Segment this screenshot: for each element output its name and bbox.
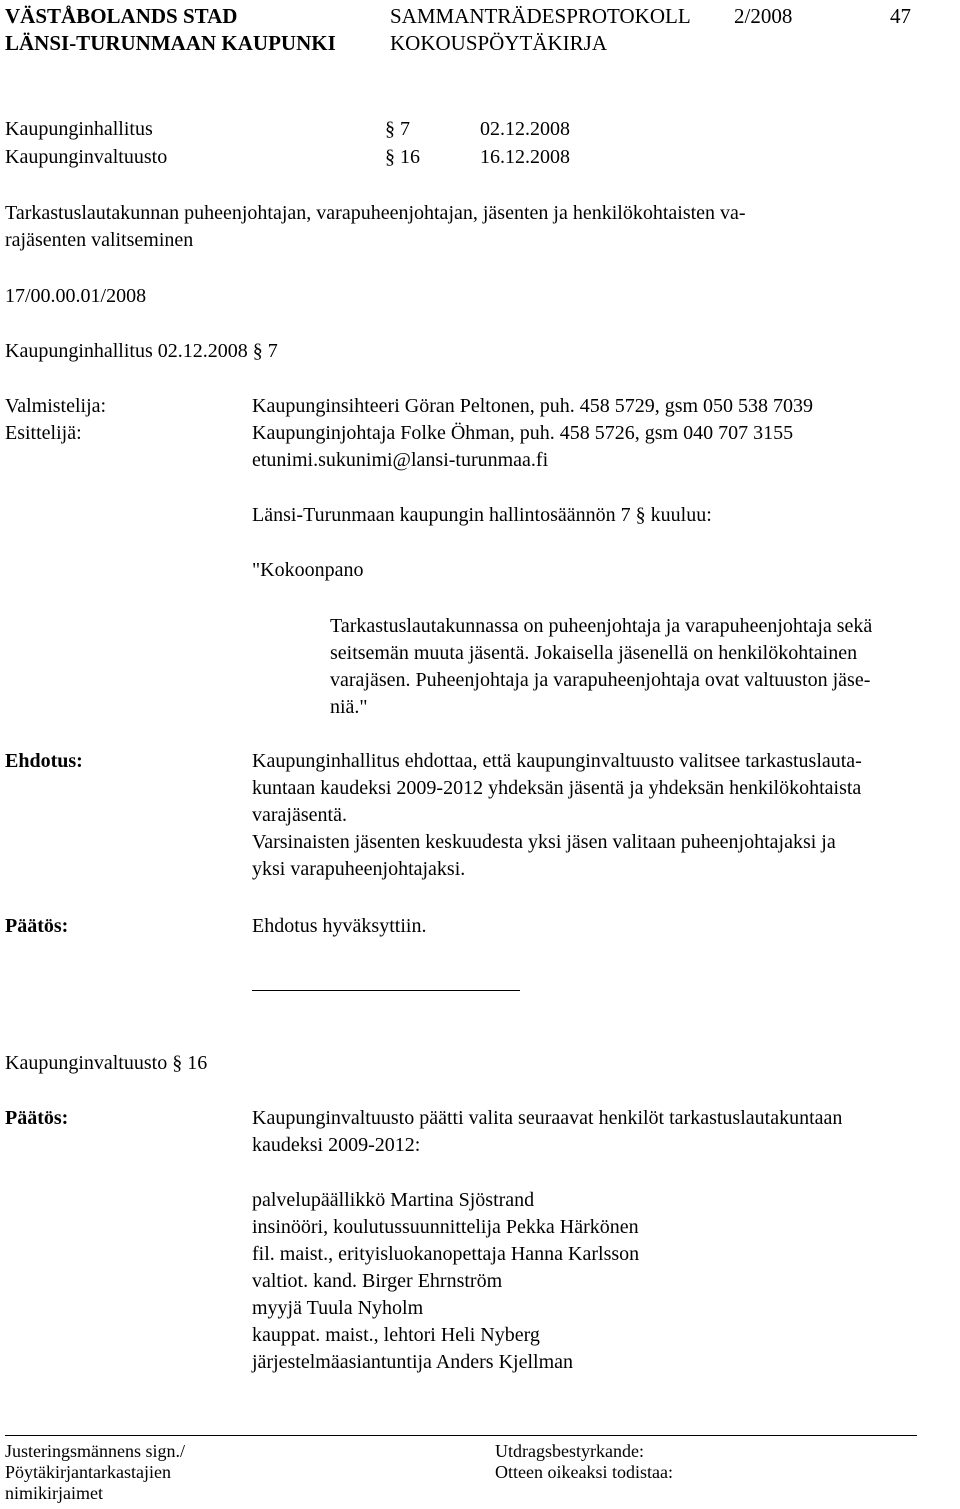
org-name-fi: LÄNSI-TURUNMAAN KAUPUNKI	[5, 31, 336, 55]
presenter-email: etunimi.sukunimi@lansi-turunmaa.fi	[252, 449, 549, 471]
meeting-date: 02.12.2008	[480, 118, 570, 140]
proposal-line: yksi varapuheenjohtajaksi.	[252, 858, 466, 880]
member-item: insinööri, koulutussuunnittelija Pekka Härkönen	[252, 1216, 639, 1238]
rules-quote-line: varajäsen. Puheenjohtaja ja varapuheenjohtaja ovat valtuuston jäse-	[330, 669, 871, 691]
section-divider	[252, 990, 520, 991]
proposal-line: Kaupunginhallitus ehdottaa, että kaupunginvaltuusto valitsee tarkastuslauta-	[252, 750, 862, 772]
member-item: valtiot. kand. Birger Ehrnström	[252, 1270, 503, 1292]
footer-copy-fi: Otteen oikeaksi todistaa:	[495, 1462, 673, 1482]
presenter-label: Esittelijä:	[5, 422, 82, 444]
preparer-label: Valmistelija:	[5, 395, 107, 417]
item-title-line: Tarkastuslautakunnan puheenjohtajan, varapuheenjohtajan, jäsenten ja henkilökohtaisten va-	[5, 202, 746, 224]
council-heading: Kaupunginvaltuusto § 16	[5, 1052, 208, 1074]
proposal-line: varajäsentä.	[252, 804, 347, 826]
preparer-value: Kaupunginsihteeri Göran Peltonen, puh. 458 5729, gsm 050 538 7039	[252, 395, 814, 417]
case-number: 17/00.00.01/2008	[5, 285, 147, 307]
footer-sign-sv: Justeringsmännens sign./	[5, 1441, 185, 1461]
member-item: palvelupäällikkö Martina Sjöstrand	[252, 1189, 535, 1211]
proposal-label: Ehdotus:	[5, 750, 83, 772]
footer-sign-fi: Pöytäkirjantarkastajien	[5, 1462, 171, 1482]
meeting-section: § 16	[385, 146, 420, 168]
meeting-section: § 7	[385, 118, 410, 140]
rules-quote-line: seitsemän muuta jäsentä. Jokaisella jäsenellä on henkilökohtainen	[330, 642, 858, 664]
doc-type-sv: SAMMANTRÄDESPROTOKOLL	[390, 4, 691, 28]
decision-line: kaudeksi 2009-2012:	[252, 1134, 421, 1156]
item-title-line: rajäsenten valitseminen	[5, 229, 194, 251]
proposal-line: Varsinaisten jäsenten keskuudesta yksi jäsen valitaan puheenjohtajaksi ja	[252, 831, 836, 853]
member-item: järjestelmäasiantuntija Anders Kjellman	[252, 1351, 574, 1373]
rules-quote-line: niä."	[330, 696, 368, 718]
presenter-value: Kaupunginjohtaja Folke Öhman, puh. 458 5726, gsm 040 707 3155	[252, 422, 794, 444]
decision-label: Päätös:	[5, 915, 69, 937]
member-item: myyjä Tuula Nyholm	[252, 1297, 424, 1319]
proposal-line: kuntaan kaudeksi 2009-2012 yhdeksän jäsentä ja yhdeksän henkilökohtaista	[252, 777, 862, 799]
rules-quote-line: Tarkastuslautakunnassa on puheenjohtaja ja varapuheenjohtaja sekä	[330, 615, 873, 637]
rules-intro: Länsi-Turunmaan kaupungin hallintosäännön 7 § kuuluu:	[252, 504, 712, 526]
member-item: kauppat. maist., lehtori Heli Nyberg	[252, 1324, 540, 1346]
member-item: fil. maist., erityisluokanopettaja Hanna Karlsson	[252, 1243, 640, 1265]
rules-heading: "Kokoonpano	[252, 559, 364, 581]
decision-line: Kaupunginvaltuusto päätti valita seuraavat henkilöt tarkastuslautakuntaan	[252, 1107, 843, 1129]
meeting-body: Kaupunginhallitus	[5, 118, 153, 140]
issue-number: 2/2008	[734, 4, 793, 28]
page-number: 47	[890, 4, 911, 28]
decision-text: Ehdotus hyväksyttiin.	[252, 915, 427, 937]
org-name-sv: VÄSTÅBOLANDS STAD	[5, 4, 238, 28]
footer-copy-sv: Utdragsbestyrkande:	[495, 1441, 644, 1461]
footer-rule	[5, 1435, 917, 1436]
decision-label: Päätös:	[5, 1107, 69, 1129]
meeting-date: 16.12.2008	[480, 146, 570, 168]
meeting-body: Kaupunginvaltuusto	[5, 146, 168, 168]
board-heading: Kaupunginhallitus 02.12.2008 § 7	[5, 340, 278, 362]
footer-sign-fi2: nimikirjaimet	[5, 1483, 103, 1503]
doc-type-fi: KOKOUSPÖYTÄKIRJA	[390, 31, 608, 55]
